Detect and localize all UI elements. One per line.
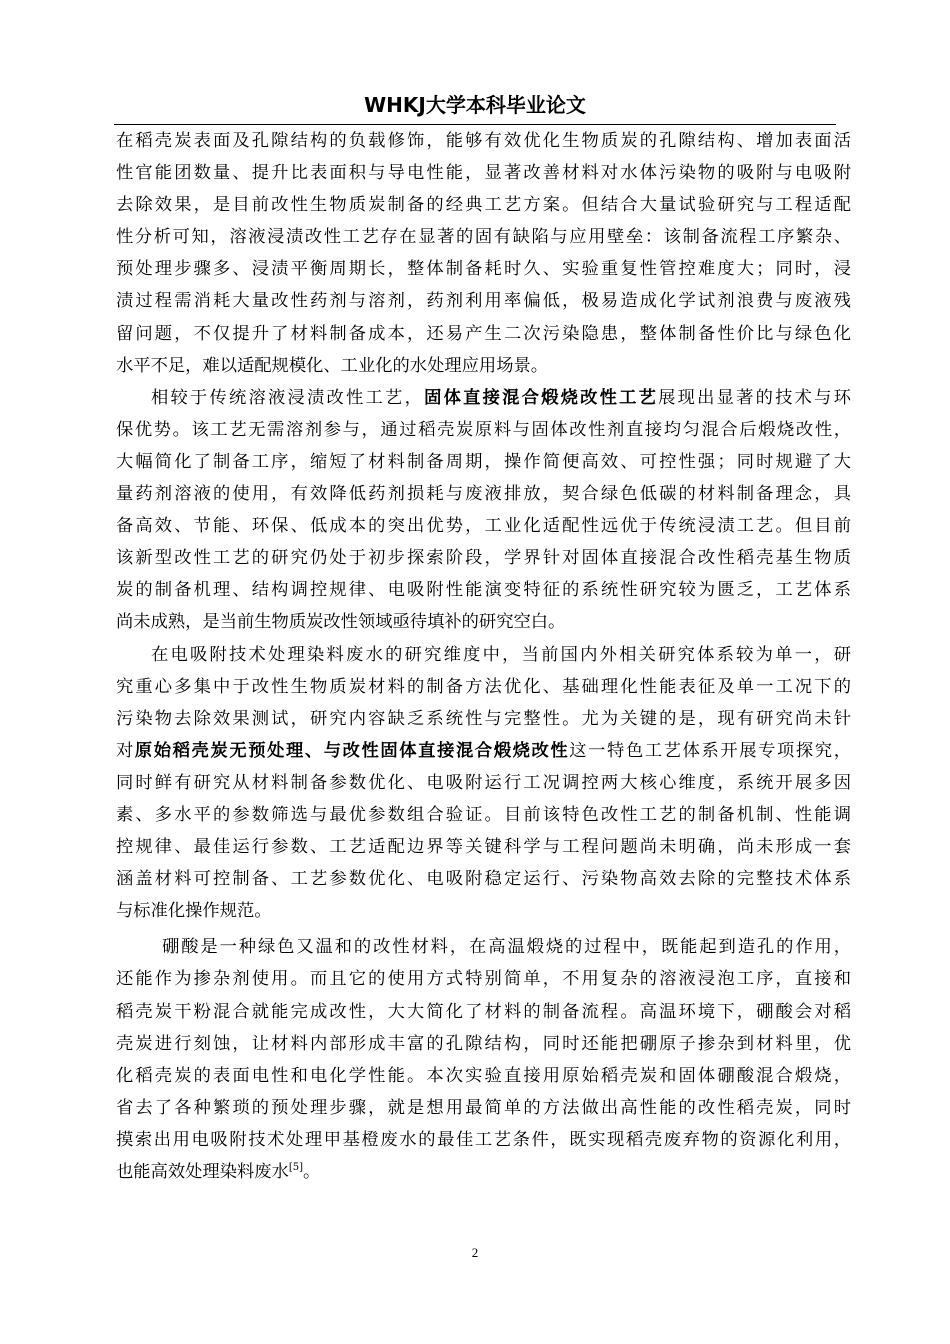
document-body — [116, 125, 851, 1188]
text-line: 化稻壳炭的表面电性和电化学性能。本次实验直接用原始稻壳炭和固体硼酸混合煅烧， — [116, 1065, 851, 1086]
text-line: 性分析可知，溶液浸渍改性工艺存在显著的固有缺陷与应用壁垒：该制备流程工序繁杂、 — [116, 227, 851, 248]
text-run: 也能高效处理染料废水 — [116, 1162, 289, 1182]
bold-term: 固体直接混合煅烧改性工艺 — [424, 387, 659, 408]
paragraph-3 — [116, 639, 851, 928]
text-line: 省去了各种繁琐的预处理步骤，就是想用最简单的方法做出高性能的改性稻壳炭，同时 — [116, 1097, 851, 1118]
text-line: 保优势。该工艺无需溶剂参与，通过稻壳炭原料与固体改性剂直接均匀混合后煅烧改性， — [116, 419, 851, 440]
text-run: 对 — [116, 740, 135, 761]
text-line: 备高效、节能、环保、低成本的突出优势，工业化适配性远优于传统浸渍工艺。但目前 — [116, 516, 851, 537]
text-line: 摸索出用电吸附技术处理甲基橙废水的最佳工艺条件，既实现稻壳废弃物的资源化利用， — [116, 1129, 851, 1150]
citation-reference[interactable]: [5] — [288, 1162, 303, 1173]
text-line: 壳炭进行刻蚀，让材料内部形成丰富的孔隙结构，同时还能把硼原子掺杂到材料里，优 — [116, 1033, 851, 1054]
text-line: 水平不足，难以适配规模化、工业化的水处理应用场景。 — [116, 355, 549, 376]
text-line: 素、多水平的参数筛选与最优参数组合验证。目前该特色改性工艺的制备机制、性能调 — [116, 804, 851, 825]
text-line: 去除效果，是目前改性生物质炭制备的经典工艺方案。但结合大量试验研究与工程适配 — [116, 195, 851, 216]
text-run: 这一特色工艺体系开展专项探究， — [569, 740, 851, 761]
bold-term: 原始稻壳炭无预处理、与改性固体直接混合煅烧改性 — [134, 740, 570, 761]
text-line: 留问题，不仅提升了材料制备成本，还易产生二次污染隐患，整体制备性价比与绿色化 — [116, 323, 851, 344]
running-header: WHKJ大学本科毕业论文 — [364, 93, 586, 117]
paragraph-4 — [116, 931, 851, 1188]
text-line — [116, 382, 851, 414]
text-line: 该新型改性工艺的研究仍处于初步探索阶段，学界针对固体直接混合改性稻壳基生物质 — [116, 548, 851, 569]
text-line — [116, 1156, 851, 1188]
page-number: 2 — [471, 1245, 479, 1260]
text-line: 炭的制备机理、结构调控规律、电吸附性能演变特征的系统性研究较为匮乏，工艺体系 — [116, 580, 851, 601]
text-run: 相较于传统溶液浸渍改性工艺， — [151, 387, 425, 408]
text-line — [116, 735, 851, 767]
paragraph-2 — [116, 382, 851, 639]
text-line: 预处理步骤多、浸渍平衡周期长，整体制备耗时久、实验重复性管控难度大；同时，浸 — [116, 259, 851, 280]
text-line: 尚未成熟，是当前生物质炭改性领域亟待填补的研究空白。 — [116, 612, 566, 633]
text-line: 硼酸是一种绿色又温和的改性材料，在高温煅烧的过程中，既能起到造孔的作用， — [162, 937, 851, 958]
text-line: 同时鲜有研究从材料制备参数优化、电吸附运行工况调控两大核心维度，系统开展多因 — [116, 772, 851, 793]
text-run: 展现出显著的技术与环 — [658, 387, 851, 408]
text-line: 在稻壳炭表面及孔隙结构的负载修饰，能够有效优化生物质炭的孔隙结构、增加表面活 — [116, 131, 851, 151]
text-line: 污染物去除效果测试，研究内容缺乏系统性与完整性。尤为关键的是，现有研究尚未针 — [116, 708, 851, 729]
text-line: 性官能团数量、提升比表面积与导电性能，显著改善材料对水体污染物的吸附与电吸附 — [116, 163, 851, 184]
text-line: 在电吸附技术处理染料废水的研究维度中，当前国内外相关研究体系较为单一，研 — [151, 644, 851, 665]
text-line: 稻壳炭干粉混合就能完成改性，大大简化了材料的制备流程。高温环境下，硼酸会对稻 — [116, 1001, 851, 1022]
text-line: 究重心多集中于改性生物质炭材料的制备方法优化、基础理化性能表征及单一工况下的 — [116, 676, 851, 697]
text-line: 渍过程需消耗大量改性药剂与溶剂，药剂利用率偏低，极易造成化学试剂浪费与废液残 — [116, 291, 851, 312]
paragraph-1 — [116, 125, 851, 382]
text-line: 还能作为掺杂剂使用。而且它的使用方式特别简单，不用复杂的溶液浸泡工序，直接和 — [116, 969, 851, 990]
text-line: 控规律、最佳运行参数、工艺适配边界等关键科学与工程问题尚未明确，尚未形成一套 — [116, 837, 851, 858]
text-line: 与标准化操作规范。 — [116, 901, 272, 922]
text-line: 涵盖材料可控制备、工艺参数优化、电吸附稳定运行、污染物高效去除的完整技术体系 — [116, 869, 851, 890]
text-run: 。 — [303, 1162, 321, 1182]
text-line: 量药剂溶液的使用，有效降低药剂损耗与废液排放，契合绿色低碳的材料制备理念，具 — [116, 484, 851, 505]
text-line: 大幅简化了制备工序，缩短了材料制备周期，操作简便高效、可控性强；同时规避了大 — [116, 451, 851, 472]
